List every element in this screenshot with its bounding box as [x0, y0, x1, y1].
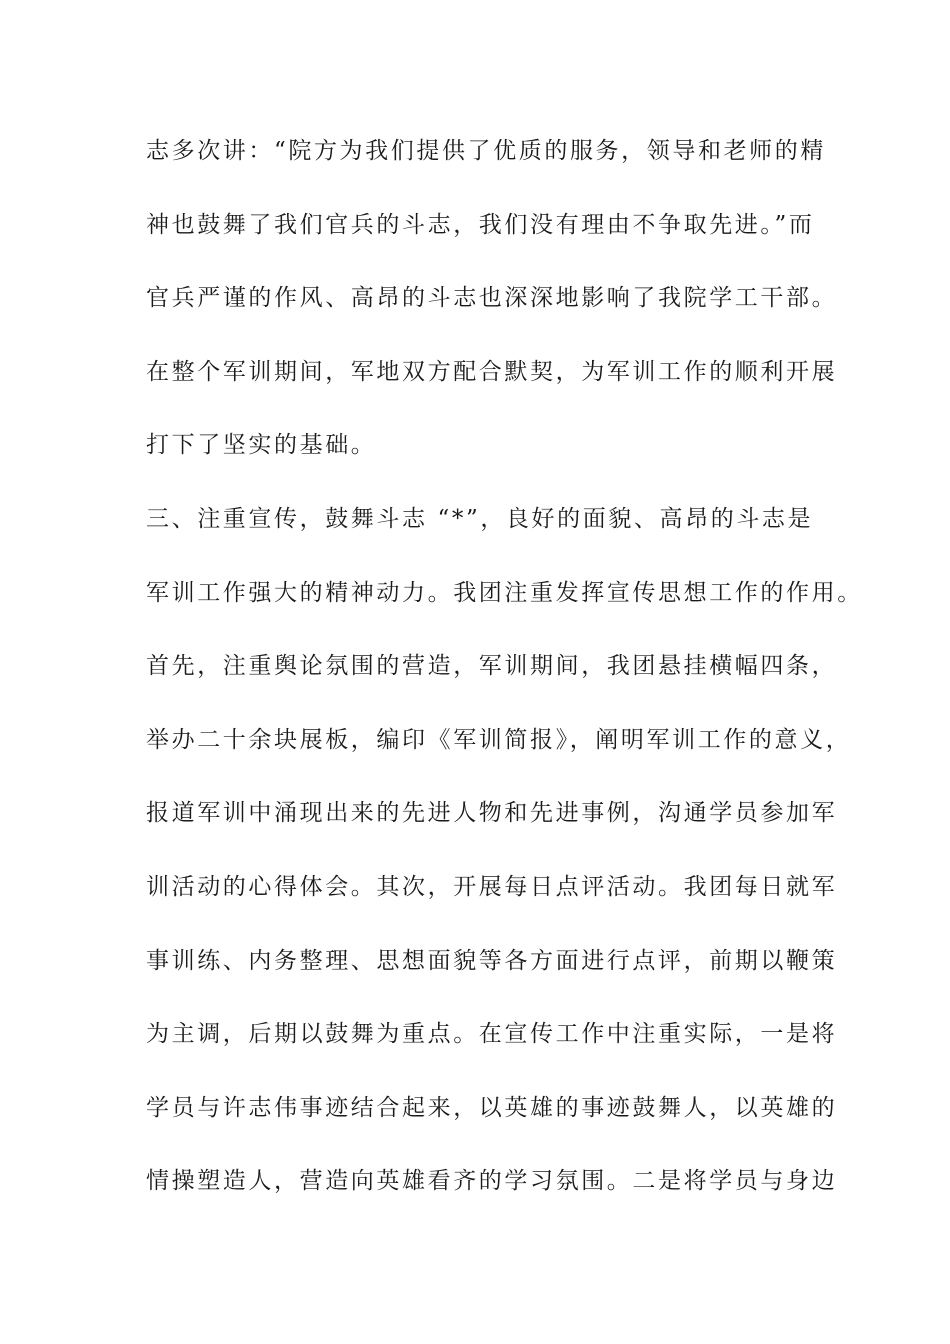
text-line: 事训练、内务整理、思想面貌等各方面进行点评，前期以鞭策: [146, 947, 838, 974]
text-line: 为主调，后期以鼓舞为重点。在宣传工作中注重实际，一是将: [146, 1021, 838, 1048]
text-line: 情操塑造人，营造向英雄看齐的学习氛围。二是将学员与身边: [146, 1168, 838, 1195]
text-line: 首先，注重舆论氛围的营造，军训期间，我团悬挂横幅四条，: [146, 653, 838, 680]
text-line: 军训工作强大的精神动力。我团注重发挥宣传思想工作的作用。: [146, 579, 863, 606]
text-line: 神也鼓舞了我们官兵的斗志，我们没有理由不争取先进。”而: [146, 211, 815, 238]
text-line: 学员与许志伟事迹结合起来，以英雄的事迹鼓舞人，以英雄的: [146, 1094, 838, 1121]
text-line: 举办二十余块展板，编印《军训简报》，阐明军训工作的意义，: [146, 726, 852, 753]
text-line: 志多次讲：“院方为我们提供了优质的服务，领导和老师的精: [146, 138, 826, 164]
text-line: 官兵严谨的作风、高昂的斗志也深深地影响了我院学工干部。: [146, 285, 838, 312]
text-line: 在整个军训期间，军地双方配合默契，为军训工作的顺利开展: [146, 358, 838, 385]
body-text: [146, 128, 863, 1232]
section-heading-line: 三、注重宣传，鼓舞斗志 “*”，良好的面貌、高昂的斗志是: [146, 505, 814, 532]
text-line: 打下了坚实的基础。: [146, 432, 377, 459]
text-line: 报道军训中涌现出来的先进人物和先进事例，沟通学员参加军: [146, 800, 838, 827]
text-line: 训活动的心得体会。其次，开展每日点评活动。我团每日就军: [146, 873, 838, 900]
